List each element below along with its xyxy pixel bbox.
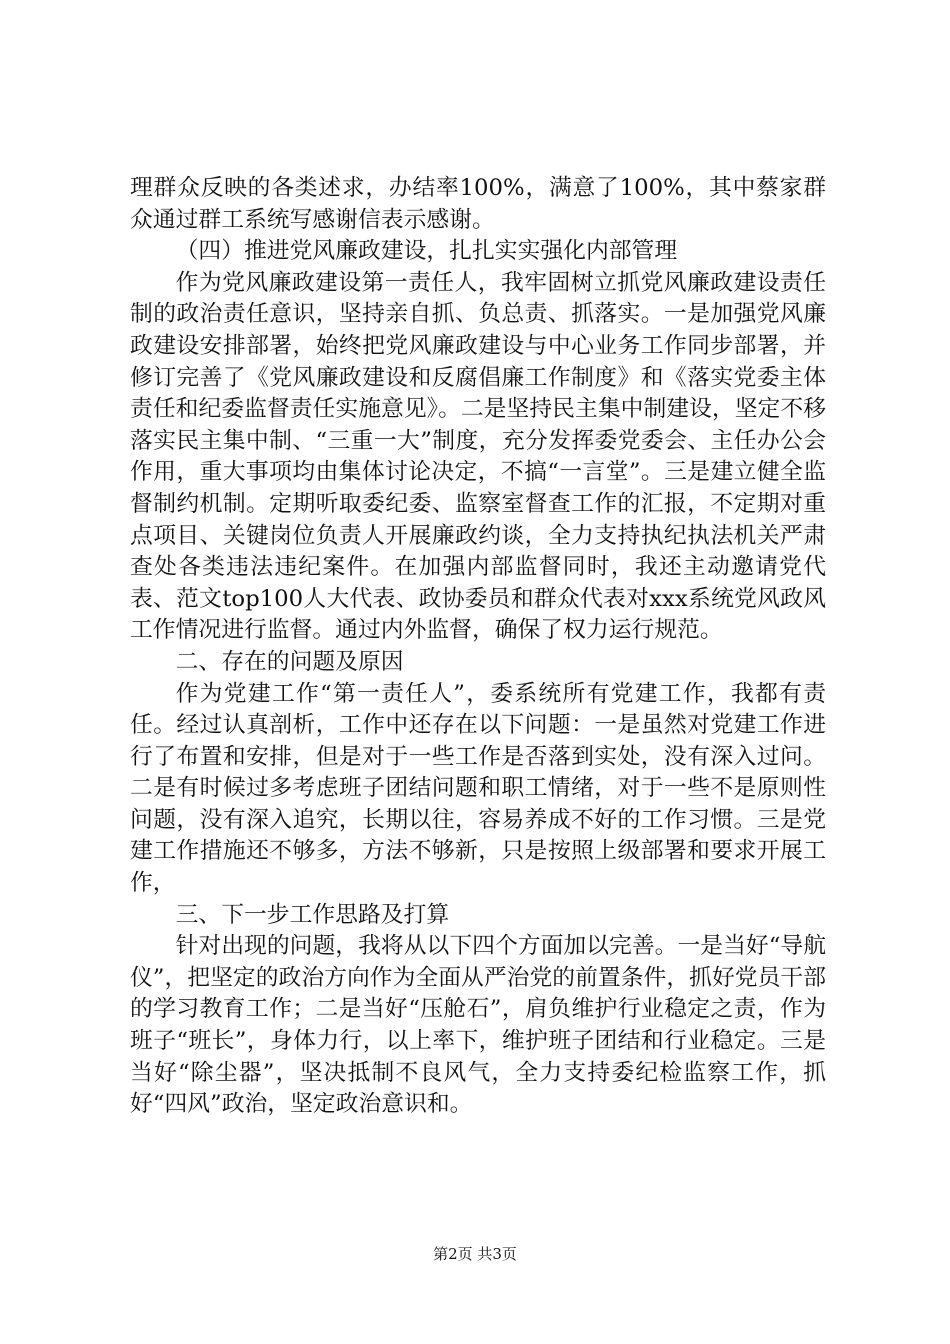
- paragraph-next-steps: 针对出现的问题，我将从以下四个方面加以完善。一是当好“导航仪”，把坚定的政治方向作为全面从严治党的前置条件，抓好党员干部的学习教育工作；二是当好“压舱石”，肩负维护行业稳定之责，作为班子“班长”，身体力行，以上率下，维护班子团结和行业稳定。三是当好“除尘器”，坚决抵制不良风气，全力支持委纪检监察工作，抓好“四风”政治，坚定政治意识和。: [130, 933, 826, 1118]
- section-heading-next-steps: 三、下一步工作思路及打算: [175, 901, 450, 928]
- paragraph-continuation: 理群众反映的各类述求，办结率100%，满意了100%，其中蔡家群众通过群工系统写感谢信表示感谢。: [130, 175, 826, 233]
- paragraph-problems: 作为党建工作“第一责任人”，委系统所有党建工作，我都有责任。经过认真剖析，工作中还存在以下问题：一是虽然对党建工作进行了布置和安排，但是对于一些工作是否落到实处，没有深入过问。二是有时候过多考虑班子团结问题和职工情绪，对于一些不是原则性问题，没有深入追究，长期以往，容易养成不好的工作习惯。三是党建工作措施还不够多，方法不够新，只是按照上级部署和要求开展工作，: [130, 680, 826, 897]
- section-heading-problems: 二、存在的问题及原因: [175, 648, 404, 675]
- paragraph-party-conduct: 作为党风廉政建设第一责任人，我牢固树立抓党风廉政建设责任制的政治责任意识，坚持亲自抓、负总责、抓落实。一是加强党风廉政建设安排部署，始终把党风廉政建设与中心业务工作同步部署，并修订完善了《党风廉政建设和反腐倡廉工作制度》和《落实党委主体责任和纪委监督责任实施意见》。二是坚持民主集中制建设，坚定不移落实民主集中制、“三重一大”制度，充分发挥委党委会、主任办公会作用，重大事项均由集体讨论决定，不搞“一言堂”。三是建立健全监督制约机制。定期听取委纪委、监察室督查工作的汇报，不定期对重点项目、关键岗位负责人开展廉政约谈，全力支持执纪执法机关严肃查处各类违法违纪案件。在加强内部监督同时，我还主动邀请党代表、范文top100人大代表、政协委员和群众代表对xxx系统党风政风工作情况进行监督。通过内外监督，确保了权力运行规范。: [130, 269, 826, 644]
- page-number-label: 第2页 共3页: [433, 1245, 517, 1263]
- section-heading-party-conduct: （四）推进党风廉政建设，扎扎实实强化内部管理: [175, 238, 678, 265]
- document-body: [130, 173, 826, 1121]
- page-footer: [0, 1244, 950, 1264]
